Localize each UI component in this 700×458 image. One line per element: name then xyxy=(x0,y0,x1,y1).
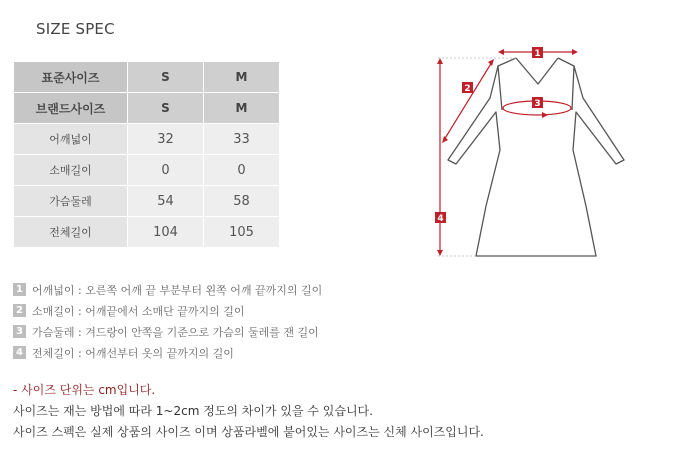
note-number-badge: 1 xyxy=(13,283,26,296)
label-size-notice: 사이즈 스펙은 실제 상품의 사이즈 이며 상품라벨에 붙어있는 사이즈는 신체 사이즈입니다. xyxy=(13,425,484,439)
marker-label: 1 xyxy=(534,49,541,59)
table-cell: 전체길이 xyxy=(14,217,128,248)
size-spec-table xyxy=(13,61,280,248)
table-cell: 54 xyxy=(128,186,204,217)
list-item xyxy=(13,342,322,363)
unit-notice: - 사이즈 단위는 cm입니다. xyxy=(13,383,156,397)
note-text: 어깨넓이 : 오른쪽 어깨 끝 부분부터 왼쪽 어깨 끝까지의 길이 xyxy=(32,283,323,297)
table-cell: 브랜드사이즈 xyxy=(14,93,128,124)
table-cell: 58 xyxy=(204,186,280,217)
marker-label: 2 xyxy=(464,84,471,94)
table-row xyxy=(14,155,280,186)
table-cell: 32 xyxy=(128,124,204,155)
footer-notice xyxy=(13,380,484,443)
dress-diagram xyxy=(418,38,638,260)
table-row xyxy=(14,62,280,93)
shoulder-width-arrow xyxy=(498,47,578,59)
marker-label: 4 xyxy=(437,214,444,224)
list-item xyxy=(13,279,322,300)
table-row xyxy=(14,186,280,217)
measurement-variance-notice: 사이즈는 재는 방법에 따라 1~2cm 정도의 차이가 있을 수 있습니다. xyxy=(13,404,373,418)
table-cell: S xyxy=(128,62,204,93)
measurement-notes xyxy=(13,279,322,363)
table-row xyxy=(14,217,280,248)
table-row xyxy=(14,93,280,124)
list-item xyxy=(13,300,322,321)
note-text: 가슴둘레 : 겨드랑이 안쪽을 기준으로 가슴의 둘레를 잰 길이 xyxy=(32,325,319,339)
marker-label: 3 xyxy=(534,99,541,109)
dress-outline-icon xyxy=(448,58,624,256)
table-row xyxy=(14,124,280,155)
table-cell: M xyxy=(204,93,280,124)
note-text: 전체길이 : 어깨선부터 옷의 끝까지의 길이 xyxy=(32,346,234,360)
table-cell: 33 xyxy=(204,124,280,155)
table-cell: M xyxy=(204,62,280,93)
chest-circumference-arrow xyxy=(503,97,571,118)
note-number-badge: 4 xyxy=(13,346,26,359)
table-cell: 소매길이 xyxy=(14,155,128,186)
table-cell: 104 xyxy=(128,217,204,248)
page-title: SIZE SPEC xyxy=(36,20,115,38)
total-length-arrow xyxy=(435,58,446,256)
table-cell: 105 xyxy=(204,217,280,248)
table-cell: 가슴둘레 xyxy=(14,186,128,217)
table-cell: 표준사이즈 xyxy=(14,62,128,93)
note-number-badge: 2 xyxy=(13,304,26,317)
table-cell: 0 xyxy=(128,155,204,186)
list-item xyxy=(13,321,322,342)
table-cell: S xyxy=(128,93,204,124)
note-number-badge: 3 xyxy=(13,325,26,338)
note-text: 소매길이 : 어깨끝에서 소매단 끝까지의 길이 xyxy=(32,304,245,318)
table-cell: 0 xyxy=(204,155,280,186)
table-cell: 어깨넓이 xyxy=(14,124,128,155)
